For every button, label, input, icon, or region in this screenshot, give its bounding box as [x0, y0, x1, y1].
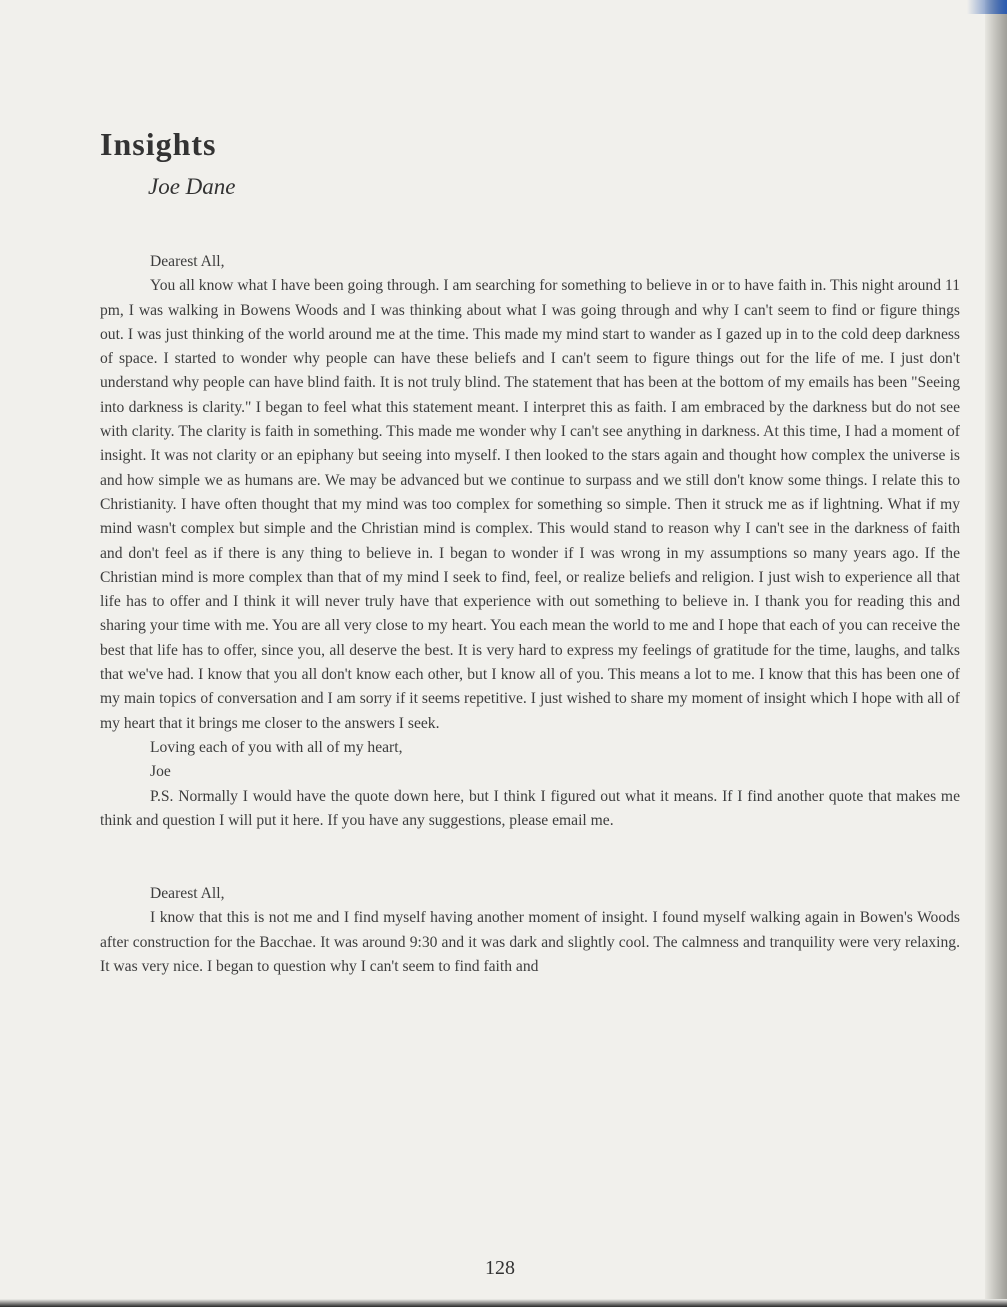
- letter-1-closing: Loving each of you with all of my heart,: [150, 738, 403, 756]
- article-author: Joe Dane: [148, 174, 236, 199]
- letter-1-body: You all know what I have been going through. I am searching for something to believe in or to have faith in. This night around 11 pm, I was walking in Bowens Woods and I was thinking about what I was going through and why I can't seem to find or figure things out. I was just thinking of the world around me at the time. This made my mind start to wander as I gazed up in to the cold deep darkness of space. I started to wonder why people can have these beliefs and I can't seem to figure things out for the life of me. I just don't understand why people can have blind faith. It is not truly blind. The statement that has been at the bottom of my emails has been "Seeing into darkness is clarity." I began to feel what this statement meant. I interpret this as faith. I am embraced by the darkness but do not see with clarity. The clarity is faith in something. This made me wonder why I can't see anything in darkness. At this time, I had a moment of insight. It was not clarity or an epiphany but seeing into myself. I then looked to the stars again and thought how complex the universe is and how simple we as humans are. We may be advanced but we continue to surpass and we still don't know some things. I relate this to Christianity. I have often thought that my mind was too complex for something so simple. Then it struck me as if lightning. What if my mind wasn't complex but simple and the Christian mind is complex. This would stand to reason why I can't see in the darkness of faith and don't feel as if there is any thing to believe in. I began to wonder if I was wrong in my assumptions so many years ago. If the Christian mind is more complex than that of my mind I seek to find, feel, or realize beliefs and religion. I just wish to experience all that life has to offer and I think it will never truly have that experience with out something to believe in. I thank you for reading this and sharing your time with me. You are all very close to my heart. You each mean the world to me and I hope that each of you can receive the best that life has to offer, since you, all deserve the best. It is very hard to express my feelings of gratitude for the time, laughs, and talks that we've had. I know that you all don't know each other, but I know all of you. This means a lot to me. I know that this has been one of my main topics of conversation and I am sorry if it seems repetitive. I just wished to share my moment of insight which I hope with all of my heart that it brings me closer to the answers I seek.: [100, 277, 960, 732]
- page-edge-tab: [967, 0, 1007, 14]
- letter-2-salutation: Dearest All,: [150, 885, 225, 903]
- letter-2-body: I know that this is not me and I find myself having another moment of insight. I found myself walking again in Bowen's Woods after construction for the Bacchae. It was around 9:30 and it was dark and slightly cool. The calmness and tranquility were very relaxing. It was very nice. I began to question why I can't seem to find faith and: [100, 909, 960, 976]
- article-body: [100, 250, 960, 979]
- page-edge-shadow: [985, 0, 1007, 1307]
- page-bottom-edge: [0, 1299, 1007, 1307]
- letter-1-postscript: P.S. Normally I would have the quote down here, but I think I figured out what it means. If I find another quote that makes me think and question I will put it here. If you have any suggestions, please email me.: [100, 787, 960, 829]
- article-title: Insights: [100, 126, 217, 162]
- letter-1-salutation: Dearest All,: [150, 253, 225, 270]
- page-number: 128: [485, 1257, 515, 1279]
- letter-1-signature: Joe: [150, 763, 171, 781]
